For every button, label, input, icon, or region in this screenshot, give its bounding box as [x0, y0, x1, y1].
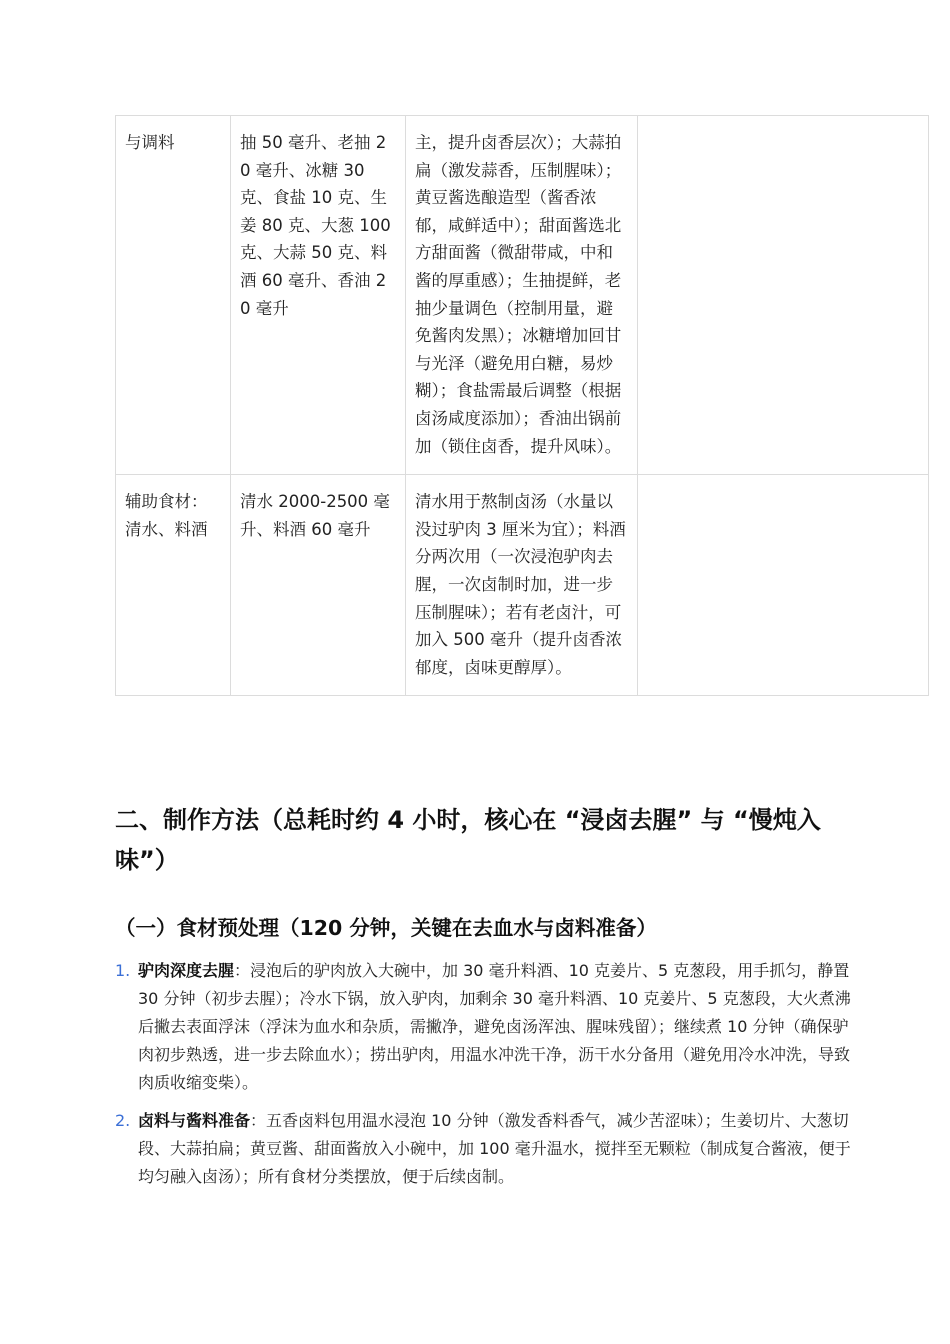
step-lead: 驴肉深度去腥	[138, 961, 235, 980]
list-number: 1.	[115, 961, 131, 980]
ingredients-table	[115, 115, 929, 696]
list-item	[115, 957, 855, 1097]
list-number: 2.	[115, 1111, 131, 1130]
table-row	[116, 116, 929, 475]
subsection-heading: （一）食材预处理（120 分钟，关键在去血水与卤料准备）	[115, 916, 657, 940]
ingredient-amount-cell: 清水 2000-2500 毫升、料酒 60 毫升	[231, 475, 406, 696]
ingredient-notes-cell: 主，提升卤香层次）；大蒜拍扁（激发蒜香，压制腥味）；黄豆酱选酿造型（酱香浓郁，咸鲜适中）；甜面酱选北方甜面酱（微甜带咸，中和酱的厚重感）；生抽提鲜，老抽少量调色（控制用量，避免酱肉发黑）；冰糖增加回甘与光泽（避免用白糖，易炒糊）；食盐需最后调整（根据卤汤咸度添加）；香油出锅前加（锁住卤香，提升风味）。	[406, 116, 638, 475]
ingredient-name-cell: 辅助食材：清水、料酒	[116, 475, 231, 696]
ingredient-notes-cell: 清水用于熬制卤汤（水量以没过驴肉 3 厘米为宜）；料酒分两次用（一次浸泡驴肉去腥，一次卤制时加，进一步压制腥味）；若有老卤汁，可加入 500 毫升（提升卤香浓郁度，卤味更醇厚）。	[406, 475, 638, 696]
list-item	[115, 1107, 855, 1191]
ingredient-amount-cell: 抽 50 毫升、老抽 20 毫升、冰糖 30 克、食盐 10 克、生姜 80 克、大葱 100 克、大蒜 50 克、料酒 60 毫升、香油 20 毫升	[231, 116, 406, 475]
ingredient-name-cell: 与调料	[116, 116, 231, 475]
steps-list	[115, 957, 855, 1191]
section-heading: 二、制作方法（总耗时约 4 小时，核心在 “浸卤去腥” 与 “慢炖入味”）	[115, 806, 821, 874]
table-row	[116, 475, 929, 696]
step-separator: ：	[234, 961, 251, 980]
ingredient-extra-cell	[638, 475, 929, 696]
ingredient-extra-cell	[638, 116, 929, 475]
step-separator: ：	[250, 1111, 267, 1130]
step-lead: 卤料与酱料准备	[138, 1111, 251, 1130]
step-text: 五香卤料包用温水浸泡 10 分钟（激发香料香气，减少苦涩味）；生姜切片、大葱切段、大蒜拍扁；黄豆酱、甜面酱放入小碗中，加 100 毫升温水，搅拌至无颗粒（制成复合酱液，便于均匀融入卤汤）；所有食材分类摆放，便于后续卤制。	[138, 1111, 851, 1186]
step-text: 浸泡后的驴肉放入大碗中，加 30 毫升料酒、10 克姜片、5 克葱段，用手抓匀，静置 30 分钟（初步去腥）；冷水下锅，放入驴肉，加剩余 30 毫升料酒、10 克姜片、5 克葱段，大火煮沸后撇去表面浮沫（浮沫为血水和杂质，需撇净，避免卤汤浑浊、腥味残留）；继续煮 10 分钟（确保驴肉初步熟透，进一步去除血水）；捞出驴肉，用温水冲洗干净，沥干水分备用（避免用冷水冲洗，导致肉质收缩变柴）。	[138, 961, 851, 1092]
